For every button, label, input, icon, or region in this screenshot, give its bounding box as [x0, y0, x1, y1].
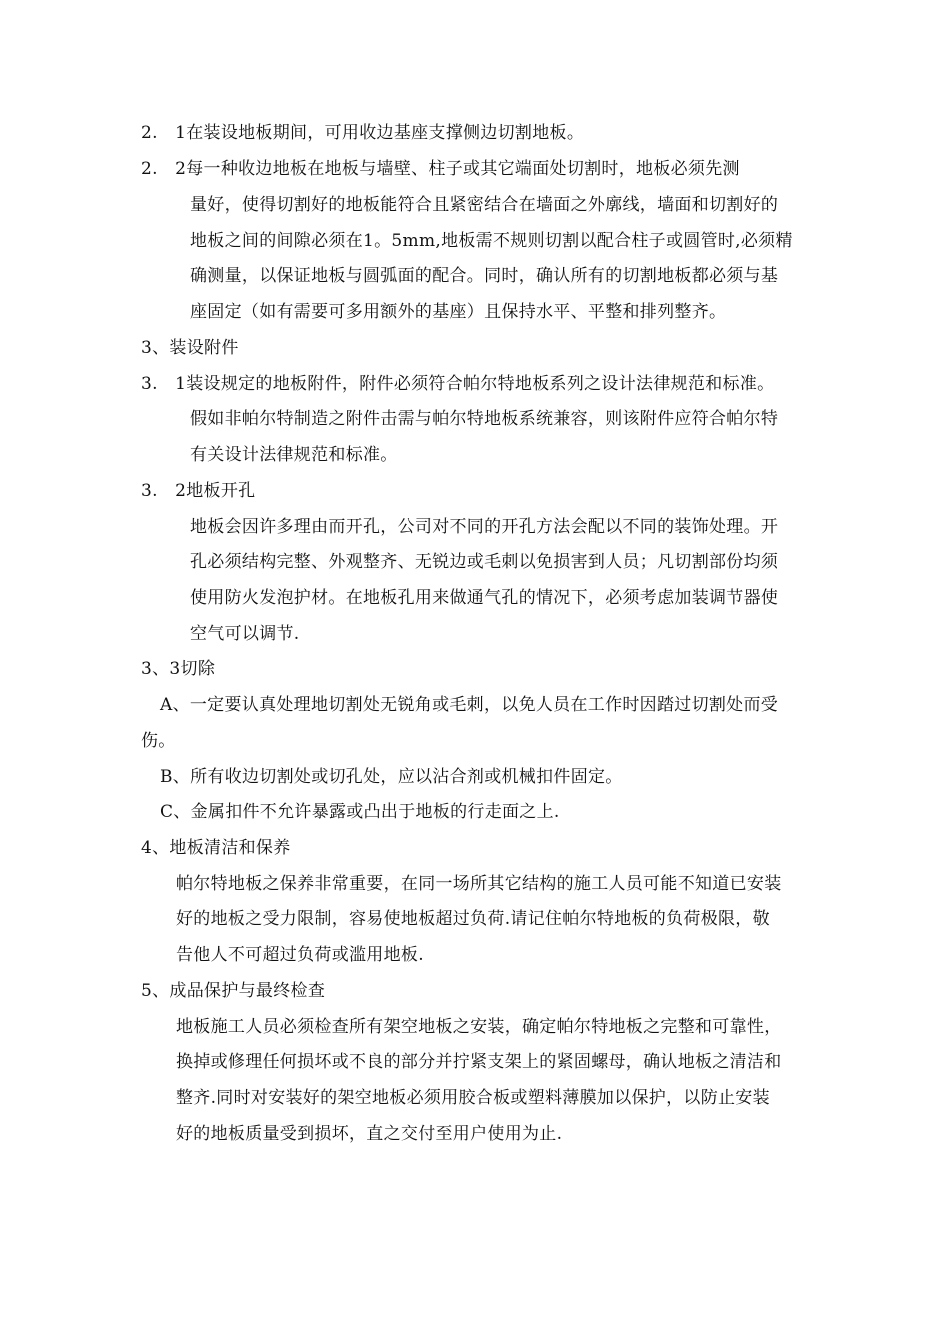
paragraph-2-2-line-4: 确测量，以保证地板与圆弧面的配合。同时，确认所有的切割地板都必须与基 — [190, 266, 779, 286]
paragraph-4-line-3: 告他人不可超过负荷或滥用地板. — [176, 945, 424, 965]
heading-3-2: 3. 2地板开孔 — [141, 481, 256, 501]
paragraph-5-line-2: 换掉或修理任何损坏或不良的部分并拧紧支架上的紧固螺母，确认地板之清洁和 — [176, 1052, 782, 1072]
paragraph-2-2-line-1: 2. 2每一种收边地板在地板与墙壁、柱子或其它端面处切割时，地板必须先测 — [141, 159, 740, 179]
paragraph-2-2-line-3: 地板之间的间隙必须在1。5mm,地板需不规则切割以配合柱子或圆管时,必须精 — [190, 231, 793, 251]
paragraph-5-line-1: 地板施工人员必须检查所有架空地板之安装，确定帕尔特地板之完整和可靠性， — [176, 1017, 782, 1037]
paragraph-3-2-line-4: 空气可以调节. — [190, 624, 300, 644]
paragraph-3-2-line-3: 使用防火发泡护材。在地板孔用来做通气孔的情况下，必须考虑加装调节器使 — [190, 588, 779, 608]
paragraph-3-1-line-2: 假如非帕尔特制造之附件击需与帕尔特地板系统兼容，则该附件应符合帕尔特 — [190, 409, 779, 429]
paragraph-2-2-line-2: 量好，使得切割好的地板能符合且紧密结合在墙面之外廓线，墙面和切割好的 — [190, 195, 779, 215]
paragraph-4-line-2: 好的地板之受力限制，容易使地板超过负荷.请记住帕尔特地板的负荷极限，敬 — [176, 909, 770, 929]
paragraph-3-2-line-2: 孔必须结构完整、外观整齐、无锐边或毛刺以免损害到人员；凡切割部份均须 — [190, 552, 779, 572]
paragraph-3-3-a-line-2: 伤。 — [141, 731, 176, 751]
paragraph-3-3-c: C、金属扣件不允许暴露或凸出于地板的行走面之上. — [160, 802, 560, 822]
paragraph-3-2-line-1: 地板会因许多理由而开孔，公司对不同的开孔方法会配以不同的装饰处理。开 — [190, 517, 779, 537]
heading-3: 3、装设附件 — [141, 338, 239, 358]
paragraph-3-3-b: B、所有收边切割处或切孔处，应以沾合剂或机械扣件固定。 — [160, 767, 623, 787]
paragraph-5-line-4: 好的地板质量受到损坏，直之交付至用户使用为止. — [176, 1124, 563, 1144]
paragraph-4-line-1: 帕尔特地板之保养非常重要，在同一场所其它结构的施工人员可能不知道已安装 — [176, 874, 782, 894]
paragraph-2-1: 2. 1在装设地板期间，可用收边基座支撑侧边切割地板。 — [141, 123, 585, 143]
paragraph-5-line-3: 整齐.同时对安装好的架空地板必须用胶合板或塑料薄膜加以保护，以防止安装 — [176, 1088, 770, 1108]
paragraph-3-1-line-3: 有关设计法律规范和标准。 — [190, 445, 398, 465]
paragraph-3-3-a-line-1: A、一定要认真处理地切割处无锐角或毛刺，以免人员在工作时因踏过切割处而受 — [160, 695, 779, 715]
heading-5: 5、成品保护与最终检查 — [141, 981, 326, 1001]
paragraph-2-2-line-5: 座固定（如有需要可多用额外的基座）且保持水平、平整和排列整齐。 — [190, 302, 727, 322]
heading-4: 4、地板清洁和保养 — [141, 838, 291, 858]
heading-3-3: 3、3切除 — [141, 659, 216, 679]
paragraph-3-1-line-1: 3. 1装设规定的地板附件，附件必须符合帕尔特地板系列之设计法律规范和标准。 — [141, 374, 775, 394]
